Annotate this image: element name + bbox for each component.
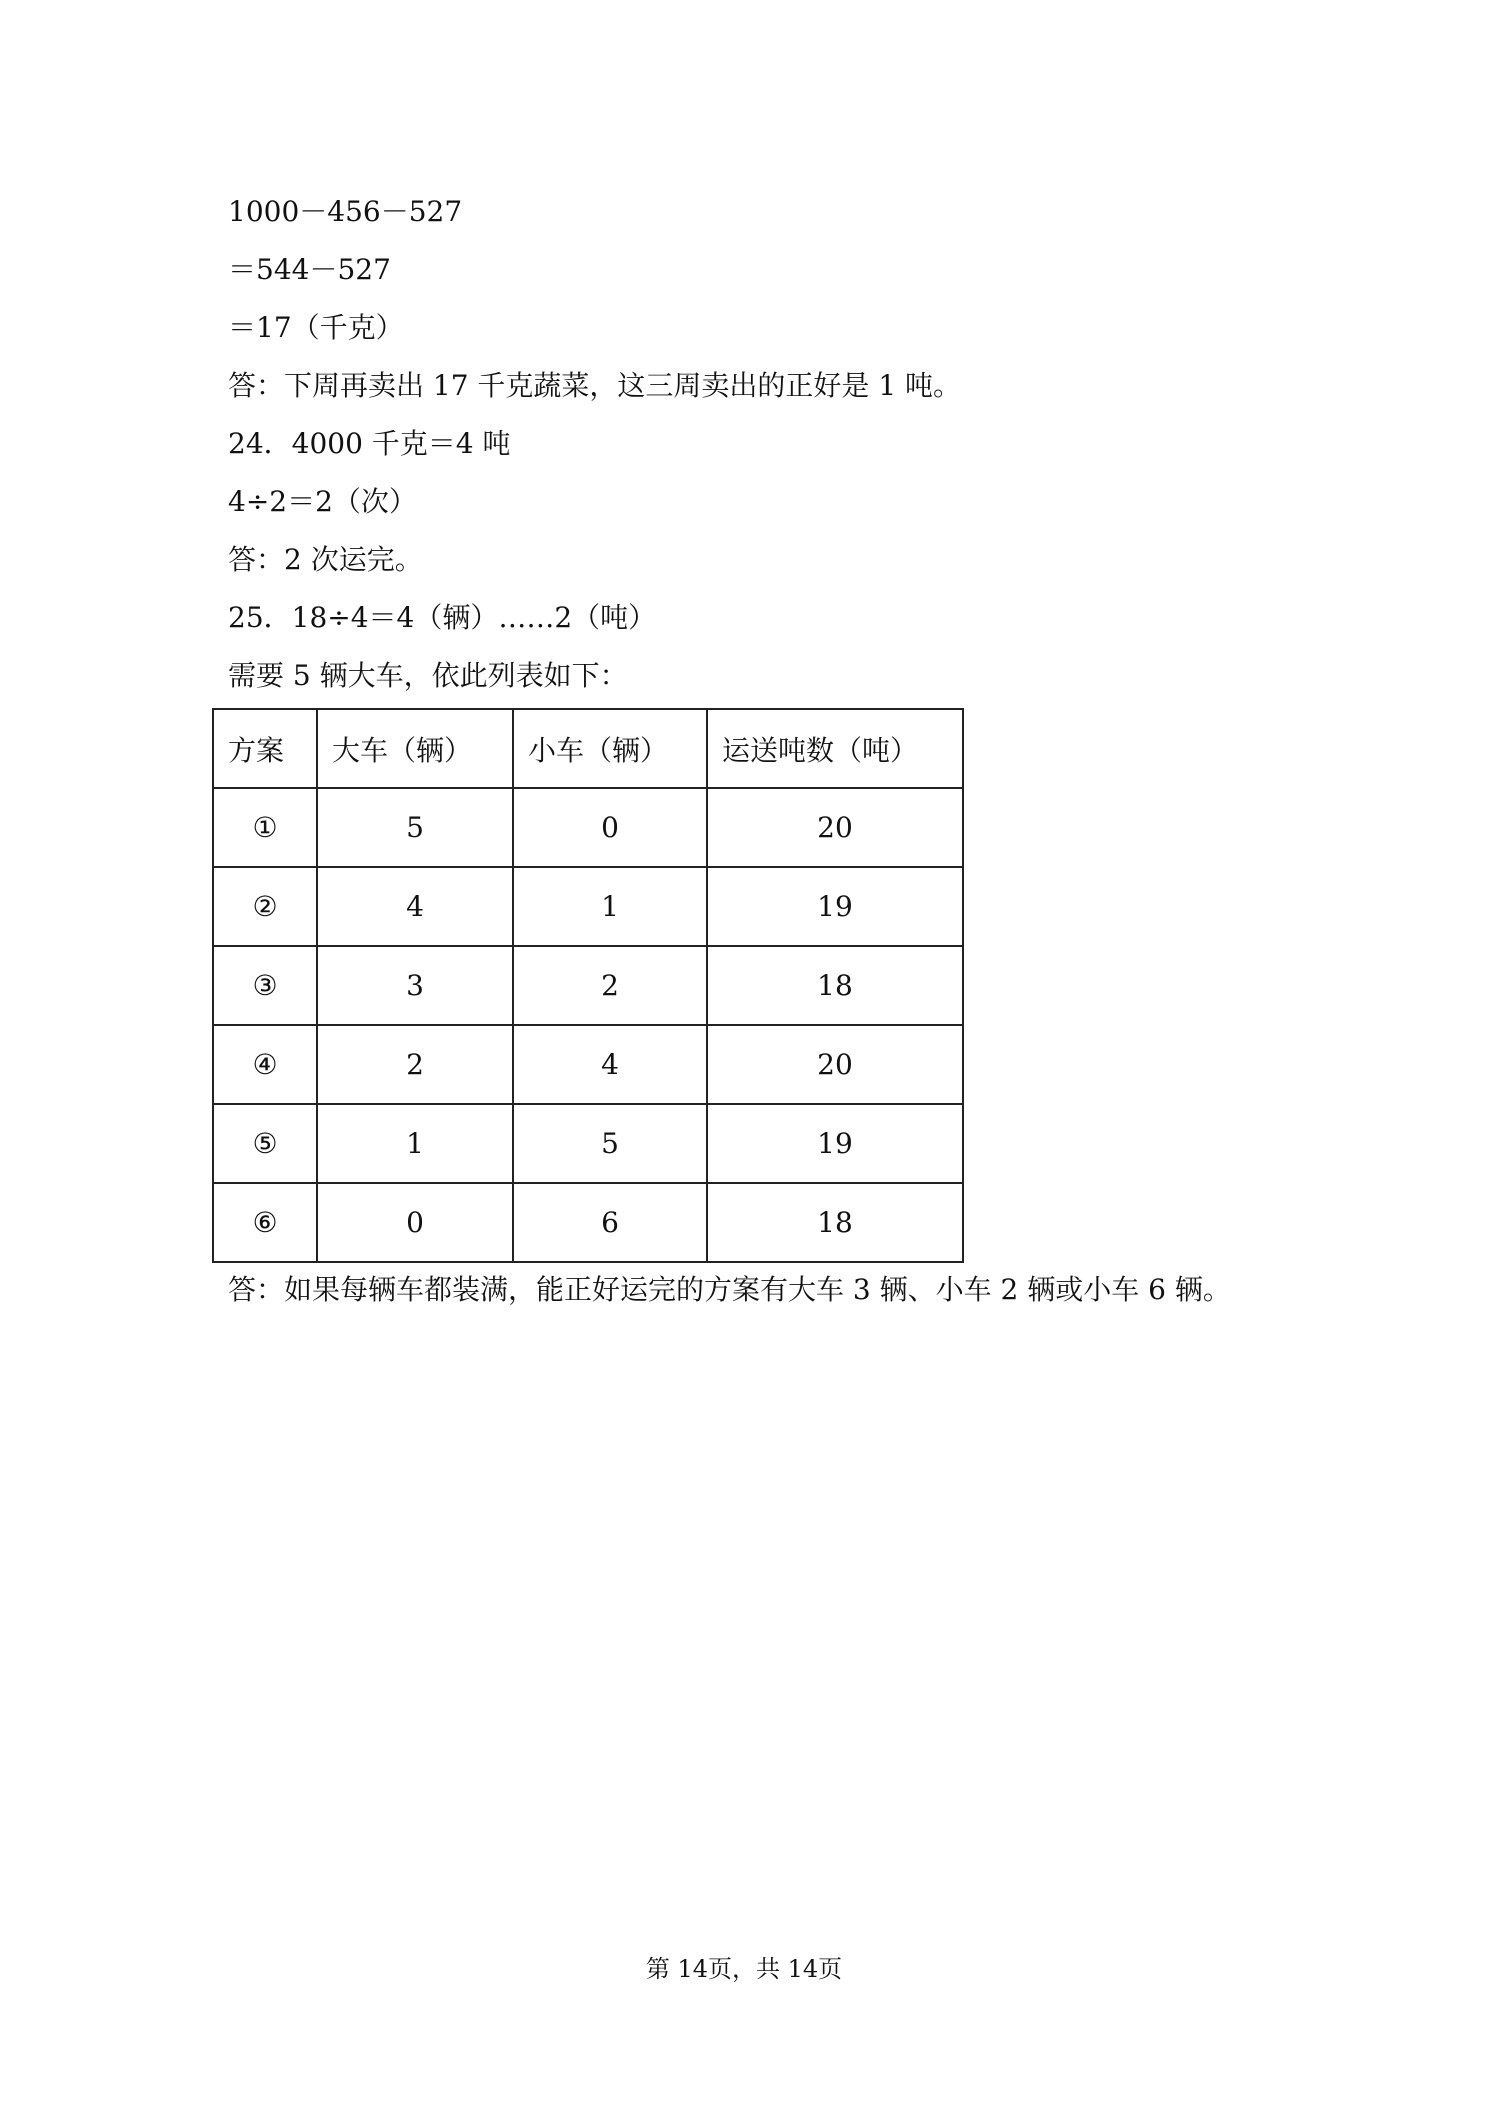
table-header-row — [213, 709, 963, 788]
header-plan: 方案 — [213, 709, 317, 788]
question-24-line-1: 24．4000 千克＝4 吨 — [228, 427, 511, 460]
cell-small-truck: 5 — [513, 1104, 707, 1183]
table-row — [213, 788, 963, 867]
transport-plan-table — [212, 708, 964, 1263]
header-tonnage: 运送吨数（吨） — [707, 709, 963, 788]
cell-tonnage: 19 — [707, 1104, 963, 1183]
answer-23: 答：下周再卖出 17 千克蔬菜，这三周卖出的正好是 1 吨。 — [228, 369, 962, 402]
table-row — [213, 946, 963, 1025]
cell-plan: ① — [213, 788, 317, 867]
table-row — [213, 1183, 963, 1262]
calc-line-3: ＝17（千克） — [228, 311, 404, 344]
cell-big-truck: 2 — [317, 1025, 513, 1104]
cell-plan: ⑤ — [213, 1104, 317, 1183]
cell-tonnage: 20 — [707, 1025, 963, 1104]
header-big-truck: 大车（辆） — [317, 709, 513, 788]
cell-tonnage: 18 — [707, 946, 963, 1025]
table-row — [213, 1104, 963, 1183]
page-footer: 第 14页，共 14页 — [645, 1955, 843, 1983]
header-small-truck: 小车（辆） — [513, 709, 707, 788]
cell-big-truck: 0 — [317, 1183, 513, 1262]
cell-small-truck: 6 — [513, 1183, 707, 1262]
question-25-line-1: 25．18÷4＝4（辆）……2（吨） — [228, 601, 657, 634]
table-row — [213, 1025, 963, 1104]
cell-plan: ② — [213, 867, 317, 946]
cell-plan: ③ — [213, 946, 317, 1025]
question-24-line-2: 4÷2＝2（次） — [228, 485, 417, 518]
cell-big-truck: 3 — [317, 946, 513, 1025]
calc-line-1: 1000－456－527 — [228, 195, 463, 228]
cell-small-truck: 0 — [513, 788, 707, 867]
table-row — [213, 867, 963, 946]
cell-small-truck: 4 — [513, 1025, 707, 1104]
cell-tonnage: 20 — [707, 788, 963, 867]
cell-tonnage: 19 — [707, 867, 963, 946]
answer-24: 答：2 次运完。 — [228, 543, 423, 576]
cell-big-truck: 5 — [317, 788, 513, 867]
cell-plan: ⑥ — [213, 1183, 317, 1262]
answer-25: 答：如果每辆车都装满，能正好运完的方案有大车 3 辆、小车 2 辆或小车 6 辆。 — [228, 1273, 1231, 1306]
cell-big-truck: 4 — [317, 867, 513, 946]
calc-line-2: ＝544－527 — [228, 253, 391, 286]
cell-tonnage: 18 — [707, 1183, 963, 1262]
cell-big-truck: 1 — [317, 1104, 513, 1183]
cell-small-truck: 1 — [513, 867, 707, 946]
question-25-line-2: 需要 5 辆大车，依此列表如下： — [228, 659, 628, 692]
cell-plan: ④ — [213, 1025, 317, 1104]
cell-small-truck: 2 — [513, 946, 707, 1025]
